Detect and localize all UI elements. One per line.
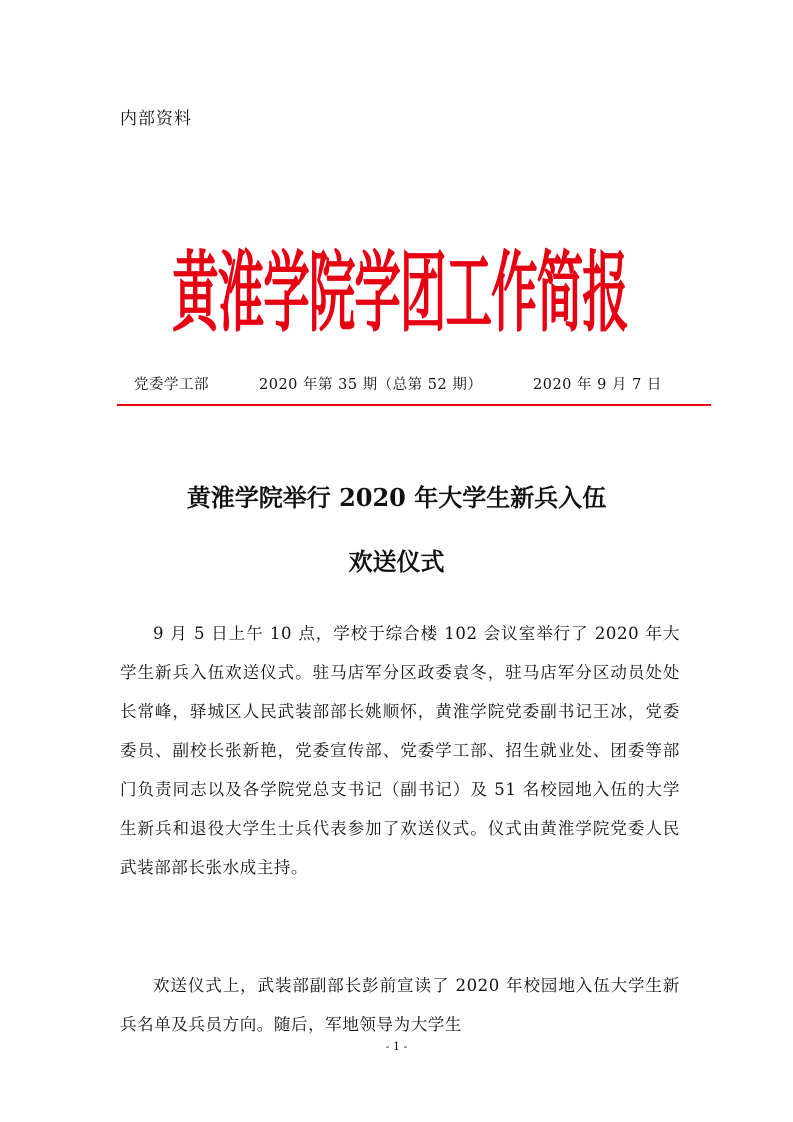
masthead xyxy=(150,238,650,344)
masthead-divider xyxy=(117,404,711,406)
masthead-title: 黄淮学院学团工作简报 xyxy=(172,240,628,344)
body-paragraph-1: 9 月 5 日上午 10 点，学校于综合楼 102 会议室举行了 2020 年大学生新兵入伍欢送仪式。驻马店军分区政委袁冬，驻马店军分区动员处处长常峰，驿城区人民武装部部长姚顺怀，黄淮学院党委副书记王冰，党委委员、副校长张新艳，党委宣传部、党委学工部、招生就业处、团委等部门负责同志以及各学院党总支书记（副书记）及 51 名校园地入伍的大学生新兵和退役大学生士兵代表参加了欢送仪式。仪式由黄淮学院党委人民武装部部长张水成主持。 xyxy=(120,624,680,877)
issue-number: 2020 年第 35 期（总第 52 期） xyxy=(259,377,483,393)
page-number: - 1 - xyxy=(385,1040,408,1053)
article-title-line-2: 欢送仪式 xyxy=(348,547,445,576)
article-title-line-1: 黄淮学院举行 2020 年大学生新兵入伍 xyxy=(186,483,607,512)
issuing-department: 党委学工部 xyxy=(134,377,209,393)
issue-date: 2020 年 9 月 7 日 xyxy=(533,377,662,393)
body-paragraph-2: 欢送仪式上，武装部副部长彭前宣读了 2020 年校园地入伍大学生新兵名单及兵员方向。随后，军地领导为大学生 xyxy=(120,976,680,1034)
classification-label: 内部资料 xyxy=(120,109,192,129)
